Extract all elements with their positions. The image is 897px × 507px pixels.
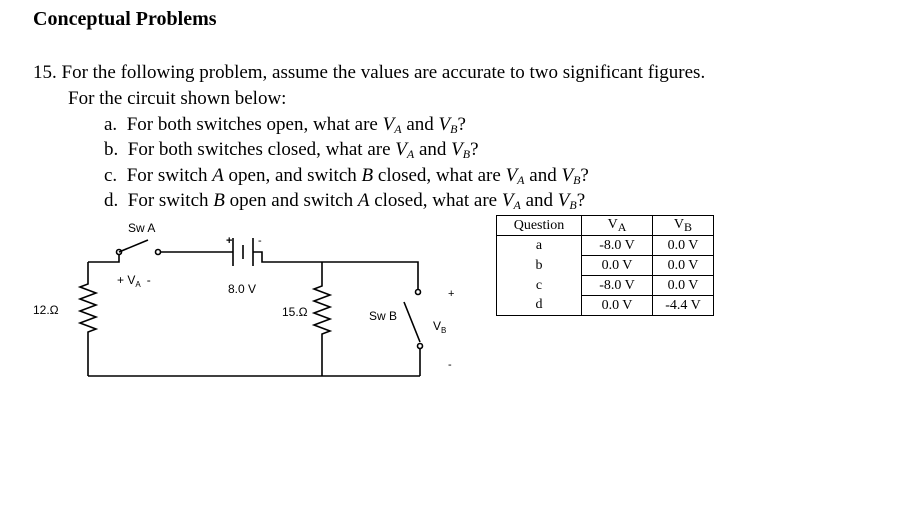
- table-header: Question: [497, 216, 582, 236]
- table-row: [497, 276, 714, 296]
- part-text-mid: open and switch: [224, 190, 358, 211]
- answer-table: [496, 215, 714, 316]
- table-cell: 0.0 V: [582, 296, 653, 316]
- v-symbol: V: [451, 139, 463, 160]
- v-subscript: A: [406, 147, 415, 161]
- and-text: and: [401, 114, 439, 135]
- switch-b-blade: [404, 302, 420, 342]
- and-text: and: [524, 165, 562, 186]
- switch-a-label: Sw A: [128, 221, 156, 235]
- v-subscript: B: [573, 173, 581, 187]
- table-header: VB: [653, 216, 714, 236]
- battery-label: 8.0 V: [228, 282, 257, 296]
- v-subscript: A: [394, 122, 402, 136]
- v-subscript: B: [569, 198, 577, 212]
- v-symbol: V: [505, 165, 518, 186]
- part-end: ?: [457, 114, 466, 135]
- switch-a-name: A: [212, 165, 224, 186]
- table-cell: -4.4 V: [653, 296, 714, 316]
- table-cell: 0.0 V: [582, 256, 653, 276]
- part-end: ?: [470, 139, 479, 160]
- vb-plus: +: [448, 288, 455, 300]
- part-text-mid2: closed, what are: [369, 190, 502, 211]
- table-cell: -8.0 V: [582, 276, 653, 296]
- table-cell: 0.0 V: [653, 256, 714, 276]
- part-text-mid: open, and switch: [223, 165, 362, 186]
- resistor-12-label: 12.Ω: [33, 303, 59, 317]
- part-end: ?: [580, 165, 589, 186]
- v-symbol: V: [438, 114, 451, 135]
- and-text: and: [520, 190, 558, 211]
- table-cell: d: [497, 296, 582, 316]
- battery-plus: +: [226, 235, 233, 247]
- v-symbol: V: [561, 165, 574, 186]
- part-letter: b.: [104, 139, 119, 160]
- part-text-mid2: closed, what are: [373, 165, 506, 186]
- part-letter: c.: [104, 165, 118, 186]
- vb-label: $V_B$: [433, 319, 447, 335]
- switch-a-name: A: [357, 190, 370, 211]
- table-cell: 0.0 V: [653, 276, 714, 296]
- part-end: ?: [576, 190, 586, 211]
- resistor-12-ohm: [80, 262, 96, 376]
- table-cell: a: [497, 236, 582, 256]
- part-text: For both switches closed, what are: [127, 139, 396, 160]
- v-subscript: A: [517, 173, 525, 187]
- v-symbol: V: [395, 139, 407, 160]
- wire-top-left: [88, 254, 119, 262]
- table-cell: 0.0 V: [653, 236, 714, 256]
- battery-minus: -: [258, 235, 262, 247]
- and-text: and: [414, 139, 452, 160]
- part-text: For both switches open, what are: [126, 114, 383, 135]
- table-cell: b: [497, 256, 582, 276]
- v-symbol: V: [501, 190, 514, 211]
- table-row: [497, 296, 714, 316]
- problem-intro-line2: For the circuit shown below:: [68, 88, 287, 109]
- wire-top-right: [253, 252, 418, 290]
- section-heading: Conceptual Problems: [33, 8, 217, 30]
- va-label: + $V_A$ -: [117, 273, 151, 289]
- switch-b-name: B: [213, 190, 225, 211]
- problem-intro-text: For the following problem, assume the values are accurate to two significant figures.: [61, 62, 706, 83]
- switch-b-contact: [416, 290, 421, 295]
- switch-b-name: B: [361, 165, 374, 186]
- vb-minus: -: [448, 359, 452, 371]
- table-row: [497, 256, 714, 276]
- part-letter: a.: [104, 114, 118, 135]
- switch-b-contact: [418, 344, 423, 349]
- problem-number: 15.: [33, 62, 57, 83]
- v-subscript: B: [462, 147, 471, 161]
- v-symbol: V: [557, 190, 570, 211]
- part-letter: d.: [104, 190, 119, 211]
- table-cell: c: [497, 276, 582, 296]
- v-symbol: V: [382, 114, 395, 135]
- table-header-row: [497, 216, 714, 236]
- v-subscript: A: [513, 198, 521, 212]
- switch-a-contact: [156, 250, 161, 255]
- table-row: [497, 236, 714, 256]
- table-cell: -8.0 V: [582, 236, 653, 256]
- part-text: For switch: [126, 165, 213, 186]
- resistor-15-ohm: [314, 262, 330, 376]
- table-header: VA: [582, 216, 653, 236]
- part-text: For switch: [127, 190, 214, 211]
- v-subscript: B: [450, 122, 458, 136]
- resistor-15-label: 15.Ω: [282, 305, 308, 319]
- switch-a-blade: [119, 240, 148, 252]
- switch-b-label: Sw B: [369, 309, 398, 323]
